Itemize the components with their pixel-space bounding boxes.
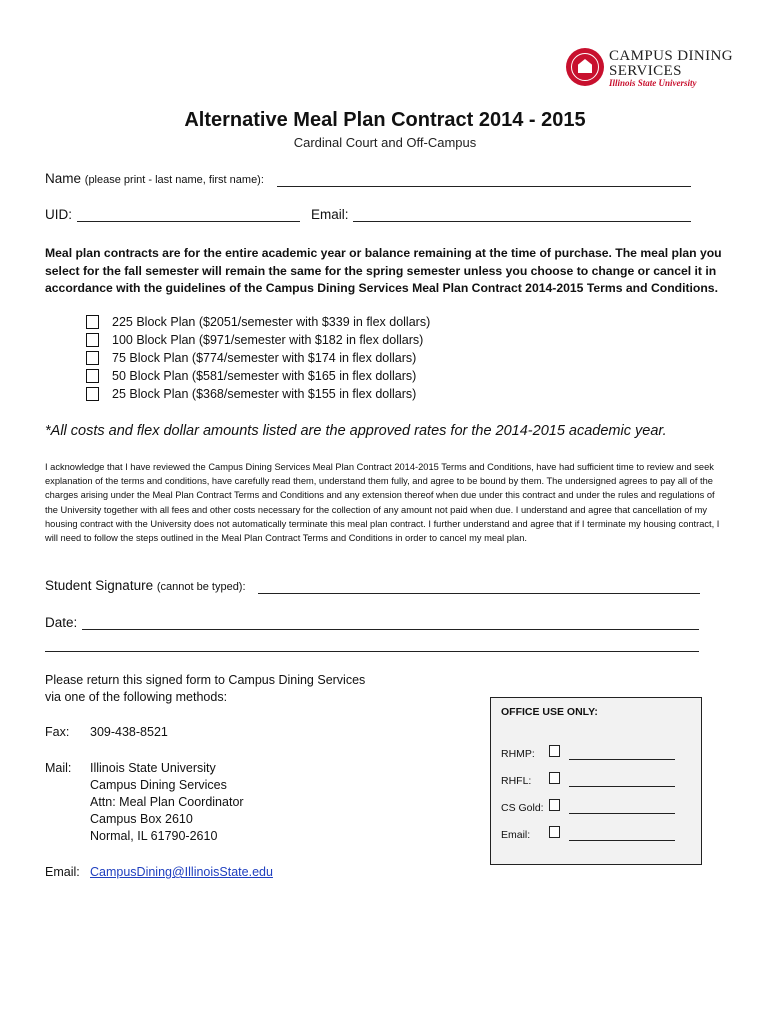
name-label-group — [45, 171, 264, 186]
office-checkbox-rhmp[interactable] — [549, 745, 560, 757]
plan-checkbox[interactable] — [86, 351, 99, 365]
office-line-cs-gold[interactable] — [569, 813, 675, 814]
office-checkbox-cs-gold[interactable] — [549, 799, 560, 811]
office-checkbox-email[interactable] — [549, 826, 560, 838]
email-input-line[interactable] — [353, 221, 691, 222]
office-line-rhmp[interactable] — [569, 759, 675, 760]
office-label-cs-gold: CS Gold: — [501, 802, 544, 814]
fax-label: Fax: — [45, 725, 70, 739]
mail-label: Mail: — [45, 761, 72, 775]
page-subtitle: Cardinal Court and Off-Campus — [293, 135, 477, 150]
return-instructions — [45, 672, 365, 706]
uid-input-line[interactable] — [77, 221, 300, 222]
name-input-line[interactable] — [277, 186, 691, 187]
email-contact-label: Email: — [45, 865, 80, 879]
contract-intro: Meal plan contracts are for the entire academic year or balance remaining at the time of purchase. The meal plan you select for the fall semester will remain the same for the spring semester unless you choose to change or cancel it in accordance with the guidelines of the Campus Dining Services Meal Plan Contract 2014-2015 Terms and Conditions. — [45, 246, 722, 295]
date-label: Date: — [45, 615, 78, 630]
plan-label: 225 Block Plan ($2051/semester with $339 in flex dollars) — [112, 315, 431, 329]
logo-line-1: CAMPUS DINING — [609, 48, 733, 64]
email-label: Email: — [311, 207, 349, 222]
office-use-box — [490, 697, 702, 865]
logo-line-3: Illinois State University — [609, 78, 697, 88]
office-use-title: OFFICE USE ONLY: — [501, 706, 598, 718]
signature-hint: (cannot be typed): — [156, 581, 246, 593]
office-label-email: Email: — [501, 829, 531, 841]
mail-address — [90, 760, 244, 845]
mail-address-line: Campus Dining Services — [90, 778, 227, 792]
mail-address-line: Campus Box 2610 — [90, 812, 193, 826]
section-divider — [45, 651, 699, 652]
plan-label: 100 Block Plan ($971/semester with $182 in flex dollars) — [112, 333, 424, 347]
plan-label: 50 Block Plan ($581/semester with $165 in flex dollars) — [112, 369, 417, 383]
page-title: Alternative Meal Plan Contract 2014 - 2015 — [184, 109, 586, 131]
meal-plan-options — [86, 313, 430, 403]
plan-checkbox[interactable] — [86, 315, 99, 329]
return-line-1: Please return this signed form to Campus Dining Services — [45, 673, 366, 687]
plan-option — [86, 385, 430, 403]
office-line-rhfl[interactable] — [569, 786, 675, 787]
campus-dining-seal-icon — [566, 48, 604, 86]
date-input-line[interactable] — [82, 629, 699, 630]
plan-option — [86, 331, 430, 349]
uid-label: UID: — [45, 207, 72, 222]
mail-address-line: Attn: Meal Plan Coordinator — [90, 795, 244, 809]
return-line-2: via one of the following methods: — [45, 690, 228, 704]
plan-option — [86, 313, 430, 331]
office-label-rhfl: RHFL: — [501, 775, 532, 787]
signature-input-line[interactable] — [258, 593, 700, 594]
plan-checkbox[interactable] — [86, 333, 99, 347]
signature-label: Student Signature — [45, 578, 154, 593]
plan-checkbox[interactable] — [86, 387, 99, 401]
plan-label: 25 Block Plan ($368/semester with $155 in flex dollars) — [112, 387, 417, 401]
fax-value: 309-438-8521 — [90, 725, 168, 739]
mail-address-line: Normal, IL 61790-2610 — [90, 829, 218, 843]
signature-label-group — [45, 578, 246, 593]
plan-label: 75 Block Plan ($774/semester with $174 in flex dollars) — [112, 351, 417, 365]
acknowledgement-text: I acknowledge that I have reviewed the Campus Dining Services Meal Plan Contract 2014-2015 Terms and Conditions, have had sufficient time to review and seek explanation of the terms and conditions, have carefully read them, understand them fully, and agree to be bound by them. The undersigned agrees to pay all of the charges arising under the Meal Plan Contract Terms and Conditions and any extension thereof when due under this contract and under the rules and regulations of the University together with all fees and other costs necessary for the collection of any amount not paid when due. I understand and agree that cancellation of my housing contract with the University does not automatically terminate this meal plan contract. I further understand and agree that if I terminate my housing contract, I will need to follow the steps outlined in the Meal Plan Contract Terms and Conditions in order to cancel my meal plan. — [45, 462, 720, 544]
office-line-email[interactable] — [569, 840, 675, 841]
name-hint: (please print - last name, first name): — [84, 174, 264, 186]
plan-option — [86, 367, 430, 385]
email-contact-link[interactable]: CampusDining@IllinoisState.edu — [90, 865, 273, 879]
plan-checkbox[interactable] — [86, 369, 99, 383]
logo-line-2: SERVICES — [609, 63, 682, 79]
rates-note: *All costs and flex dollar amounts listed are the approved rates for the 2014-2015 academic year. — [45, 423, 667, 439]
office-checkbox-rhfl[interactable] — [549, 772, 560, 784]
plan-option — [86, 349, 430, 367]
office-label-rhmp: RHMP: — [501, 748, 535, 760]
mail-address-line: Illinois State University — [90, 761, 216, 775]
name-label: Name — [45, 171, 82, 186]
